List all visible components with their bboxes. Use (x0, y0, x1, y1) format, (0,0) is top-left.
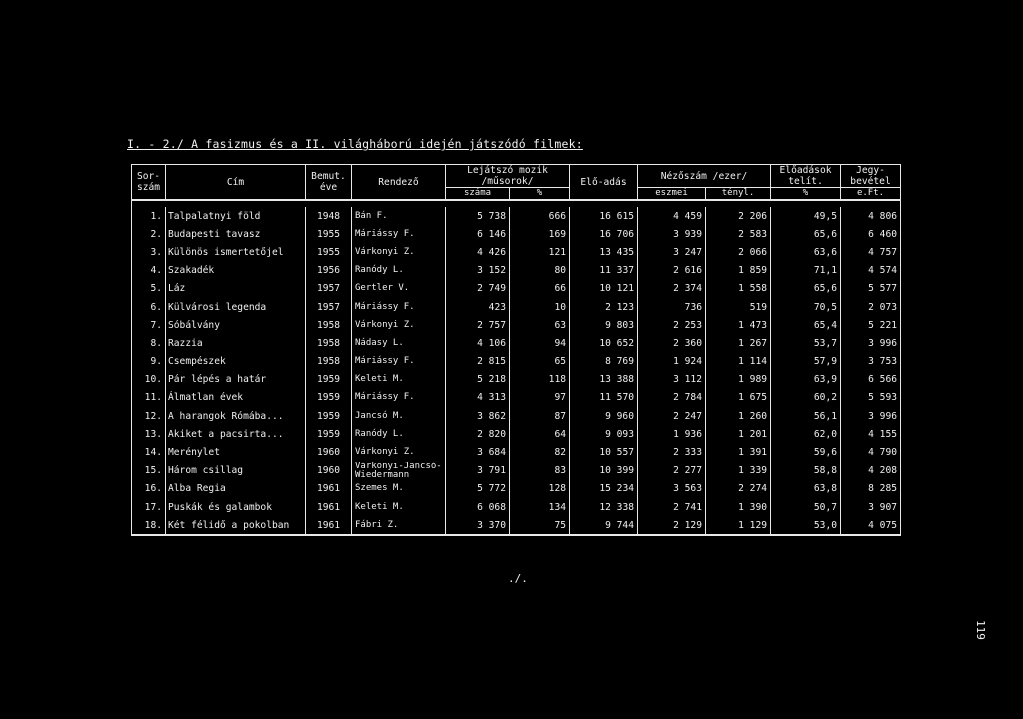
film-title: Két félidő a pokolban (166, 516, 306, 535)
header-occupancy-pct: % (771, 188, 841, 201)
cinema-pct: 87 (510, 407, 570, 425)
release-year: 1959 (306, 425, 352, 443)
table-row (132, 371, 901, 389)
header-cinemas-group: Lejátszó mozik /műsorok/ (446, 165, 570, 188)
ticket-revenue: 4 806 (841, 207, 901, 225)
ticket-revenue: 5 577 (841, 280, 901, 298)
table-header (132, 165, 901, 201)
cinema-count: 423 (446, 298, 510, 316)
film-title: Razzia (166, 334, 306, 352)
director: Várkonyi Z. (352, 316, 446, 334)
release-year: 1956 (306, 262, 352, 280)
occupancy-pct: 63,8 (771, 480, 841, 498)
director: Nádasy L. (352, 334, 446, 352)
occupancy-pct: 70,5 (771, 298, 841, 316)
ticket-revenue: 4 790 (841, 443, 901, 461)
show-count: 10 557 (570, 443, 638, 461)
film-title: Talpalatnyi föld (166, 207, 306, 225)
film-title: Puskák és galambok (166, 498, 306, 516)
release-year: 1958 (306, 316, 352, 334)
director: Keleti M. (352, 371, 446, 389)
table-row (132, 298, 901, 316)
row-number: 12. (132, 407, 166, 425)
occupancy-pct: 56,1 (771, 407, 841, 425)
header-revenue-unit: e.Ft. (841, 188, 901, 201)
cinema-count: 2 749 (446, 280, 510, 298)
show-count: 11 337 (570, 262, 638, 280)
ticket-revenue: 4 757 (841, 243, 901, 261)
cinema-pct: 128 (510, 480, 570, 498)
cinema-pct: 83 (510, 462, 570, 480)
header-viewers-group: Nézőszám /ezer/ (638, 165, 771, 188)
occupancy-pct: 60,2 (771, 389, 841, 407)
film-title: Szakadék (166, 262, 306, 280)
row-number: 15. (132, 462, 166, 480)
release-year: 1955 (306, 243, 352, 261)
director: Várkonyi-Jancsó-Wiedermann (352, 462, 446, 480)
viewers-planned: 2 129 (638, 516, 706, 535)
show-count: 10 399 (570, 462, 638, 480)
table-row (132, 407, 901, 425)
release-year: 1955 (306, 225, 352, 243)
show-count: 13 388 (570, 371, 638, 389)
cinema-pct: 65 (510, 353, 570, 371)
director: Máriássy F. (352, 353, 446, 371)
film-title: A harangok Rómába... (166, 407, 306, 425)
viewers-planned: 3 939 (638, 225, 706, 243)
cinema-pct: 121 (510, 243, 570, 261)
viewers-planned: 2 253 (638, 316, 706, 334)
viewers-planned: 736 (638, 298, 706, 316)
occupancy-pct: 58,8 (771, 462, 841, 480)
header-year: Bemut. éve (306, 165, 352, 201)
cinema-pct: 94 (510, 334, 570, 352)
release-year: 1960 (306, 443, 352, 461)
table-row (132, 207, 901, 225)
table-row (132, 480, 901, 498)
cinema-count: 5 772 (446, 480, 510, 498)
table-row (132, 462, 901, 480)
page-heading: I. - 2./ A fasizmus és a II. világháború idején játszódó filmek: (127, 137, 583, 151)
header-viewers-actual: tényl. (706, 188, 771, 201)
page-number: 119 (974, 620, 987, 640)
viewers-planned: 2 784 (638, 389, 706, 407)
table-row (132, 316, 901, 334)
ticket-revenue: 6 460 (841, 225, 901, 243)
viewers-actual: 1 391 (706, 443, 771, 461)
cinema-count: 3 684 (446, 443, 510, 461)
viewers-planned: 2 333 (638, 443, 706, 461)
viewers-planned: 3 112 (638, 371, 706, 389)
director: Szemes M. (352, 480, 446, 498)
viewers-actual: 1 201 (706, 425, 771, 443)
cinema-pct: 169 (510, 225, 570, 243)
director: Várkonyi Z. (352, 243, 446, 261)
ticket-revenue: 6 566 (841, 371, 901, 389)
header-title: Cím (166, 165, 306, 201)
cinema-count: 5 738 (446, 207, 510, 225)
viewers-actual: 1 390 (706, 498, 771, 516)
viewers-actual: 1 114 (706, 353, 771, 371)
show-count: 9 093 (570, 425, 638, 443)
cinema-count: 2 757 (446, 316, 510, 334)
ticket-revenue: 4 075 (841, 516, 901, 535)
director: Bán F. (352, 207, 446, 225)
film-title: Álmatlan évek (166, 389, 306, 407)
director: Máriássy F. (352, 225, 446, 243)
occupancy-pct: 63,9 (771, 371, 841, 389)
director: Máriássy F. (352, 389, 446, 407)
header-cinemas-pct: % (510, 188, 570, 201)
header-director: Rendező (352, 165, 446, 201)
show-count: 15 234 (570, 480, 638, 498)
viewers-actual: 2 274 (706, 480, 771, 498)
viewers-actual: 1 129 (706, 516, 771, 535)
cinema-count: 4 313 (446, 389, 510, 407)
director: Keleti M. (352, 498, 446, 516)
cinema-pct: 97 (510, 389, 570, 407)
ticket-revenue: 3 996 (841, 334, 901, 352)
ticket-revenue: 4 574 (841, 262, 901, 280)
viewers-planned: 1 936 (638, 425, 706, 443)
release-year: 1961 (306, 498, 352, 516)
cinema-pct: 75 (510, 516, 570, 535)
cinema-count: 2 815 (446, 353, 510, 371)
continuation-mark: ./. (508, 572, 528, 585)
row-number: 16. (132, 480, 166, 498)
occupancy-pct: 65,6 (771, 225, 841, 243)
viewers-actual: 519 (706, 298, 771, 316)
film-title: Különös ismertetőjel (166, 243, 306, 261)
cinema-count: 5 218 (446, 371, 510, 389)
viewers-planned: 1 924 (638, 353, 706, 371)
cinema-pct: 666 (510, 207, 570, 225)
cinema-count: 4 426 (446, 243, 510, 261)
occupancy-pct: 71,1 (771, 262, 841, 280)
show-count: 9 960 (570, 407, 638, 425)
release-year: 1958 (306, 334, 352, 352)
director: Fábri Z. (352, 516, 446, 535)
release-year: 1959 (306, 407, 352, 425)
viewers-planned: 2 741 (638, 498, 706, 516)
cinema-pct: 63 (510, 316, 570, 334)
show-count: 16 706 (570, 225, 638, 243)
table-row (132, 353, 901, 371)
header-shows: Elő-adás (570, 165, 638, 201)
viewers-planned: 2 616 (638, 262, 706, 280)
table-row (132, 389, 901, 407)
show-count: 9 744 (570, 516, 638, 535)
table-row (132, 425, 901, 443)
header-viewers-planned: eszmei (638, 188, 706, 201)
release-year: 1959 (306, 389, 352, 407)
viewers-planned: 2 247 (638, 407, 706, 425)
show-count: 10 652 (570, 334, 638, 352)
header-num: Sor-szám (132, 165, 166, 201)
header-revenue-group: Jegy-bevétel (841, 165, 901, 188)
ticket-revenue: 4 208 (841, 462, 901, 480)
viewers-planned: 3 247 (638, 243, 706, 261)
cinema-pct: 10 (510, 298, 570, 316)
row-number: 7. (132, 316, 166, 334)
release-year: 1957 (306, 298, 352, 316)
release-year: 1957 (306, 280, 352, 298)
viewers-actual: 1 859 (706, 262, 771, 280)
viewers-actual: 1 989 (706, 371, 771, 389)
occupancy-pct: 59,6 (771, 443, 841, 461)
occupancy-pct: 57,9 (771, 353, 841, 371)
cinema-count: 4 106 (446, 334, 510, 352)
ticket-revenue: 5 221 (841, 316, 901, 334)
occupancy-pct: 65,4 (771, 316, 841, 334)
cinema-count: 6 146 (446, 225, 510, 243)
cinema-count: 3 862 (446, 407, 510, 425)
table-row (132, 443, 901, 461)
table-row (132, 280, 901, 298)
row-number: 3. (132, 243, 166, 261)
cinema-pct: 134 (510, 498, 570, 516)
cinema-pct: 64 (510, 425, 570, 443)
viewers-actual: 2 066 (706, 243, 771, 261)
release-year: 1958 (306, 353, 352, 371)
table-row (132, 516, 901, 535)
release-year: 1959 (306, 371, 352, 389)
occupancy-pct: 53,7 (771, 334, 841, 352)
viewers-actual: 1 473 (706, 316, 771, 334)
cinema-pct: 118 (510, 371, 570, 389)
table-row (132, 243, 901, 261)
table-row (132, 262, 901, 280)
show-count: 10 121 (570, 280, 638, 298)
viewers-actual: 1 260 (706, 407, 771, 425)
viewers-actual: 1 558 (706, 280, 771, 298)
film-statistics-table (131, 164, 901, 536)
release-year: 1960 (306, 462, 352, 480)
cinema-count: 3 791 (446, 462, 510, 480)
row-number: 8. (132, 334, 166, 352)
ticket-revenue: 3 753 (841, 353, 901, 371)
cinema-count: 3 370 (446, 516, 510, 535)
table-row (132, 334, 901, 352)
viewers-actual: 1 675 (706, 389, 771, 407)
ticket-revenue: 4 155 (841, 425, 901, 443)
row-number: 5. (132, 280, 166, 298)
film-title: Alba Regia (166, 480, 306, 498)
header-cinemas-count: száma (446, 188, 510, 201)
release-year: 1948 (306, 207, 352, 225)
film-title: Csempészek (166, 353, 306, 371)
row-number: 6. (132, 298, 166, 316)
header-occupancy-group: Előadások telít. (771, 165, 841, 188)
row-number: 11. (132, 389, 166, 407)
film-title: Három csillag (166, 462, 306, 480)
film-title: Merénylet (166, 443, 306, 461)
cinema-pct: 66 (510, 280, 570, 298)
show-count: 12 338 (570, 498, 638, 516)
row-number: 17. (132, 498, 166, 516)
film-title: Láz (166, 280, 306, 298)
row-number: 13. (132, 425, 166, 443)
viewers-actual: 2 583 (706, 225, 771, 243)
viewers-planned: 2 360 (638, 334, 706, 352)
show-count: 13 435 (570, 243, 638, 261)
viewers-planned: 2 374 (638, 280, 706, 298)
cinema-pct: 82 (510, 443, 570, 461)
show-count: 8 769 (570, 353, 638, 371)
cinema-count: 2 820 (446, 425, 510, 443)
viewers-actual: 1 267 (706, 334, 771, 352)
director: Ranódy L. (352, 262, 446, 280)
row-number: 14. (132, 443, 166, 461)
director: Máriássy F. (352, 298, 446, 316)
table-row (132, 225, 901, 243)
row-number: 10. (132, 371, 166, 389)
film-title: Külvárosi legenda (166, 298, 306, 316)
viewers-actual: 1 339 (706, 462, 771, 480)
row-number: 18. (132, 516, 166, 535)
viewers-planned: 2 277 (638, 462, 706, 480)
film-title: Pár lépés a határ (166, 371, 306, 389)
release-year: 1961 (306, 516, 352, 535)
table-body (132, 200, 901, 535)
director: Várkonyi Z. (352, 443, 446, 461)
viewers-planned: 3 563 (638, 480, 706, 498)
show-count: 16 615 (570, 207, 638, 225)
cinema-count: 6 068 (446, 498, 510, 516)
director: Ranódy L. (352, 425, 446, 443)
film-title: Akiket a pacsirta... (166, 425, 306, 443)
table-row (132, 498, 901, 516)
row-number: 4. (132, 262, 166, 280)
director: Jancsó M. (352, 407, 446, 425)
show-count: 9 803 (570, 316, 638, 334)
row-number: 1. (132, 207, 166, 225)
show-count: 11 570 (570, 389, 638, 407)
ticket-revenue: 5 593 (841, 389, 901, 407)
occupancy-pct: 50,7 (771, 498, 841, 516)
ticket-revenue: 3 907 (841, 498, 901, 516)
viewers-actual: 2 206 (706, 207, 771, 225)
ticket-revenue: 8 285 (841, 480, 901, 498)
occupancy-pct: 53,0 (771, 516, 841, 535)
row-number: 2. (132, 225, 166, 243)
cinema-count: 3 152 (446, 262, 510, 280)
director: Gertler V. (352, 280, 446, 298)
occupancy-pct: 63,6 (771, 243, 841, 261)
cinema-pct: 80 (510, 262, 570, 280)
film-title: Sóbálvány (166, 316, 306, 334)
row-number: 9. (132, 353, 166, 371)
release-year: 1961 (306, 480, 352, 498)
viewers-planned: 4 459 (638, 207, 706, 225)
occupancy-pct: 65,6 (771, 280, 841, 298)
film-title: Budapesti tavasz (166, 225, 306, 243)
show-count: 2 123 (570, 298, 638, 316)
occupancy-pct: 49,5 (771, 207, 841, 225)
occupancy-pct: 62,0 (771, 425, 841, 443)
ticket-revenue: 2 073 (841, 298, 901, 316)
ticket-revenue: 3 996 (841, 407, 901, 425)
